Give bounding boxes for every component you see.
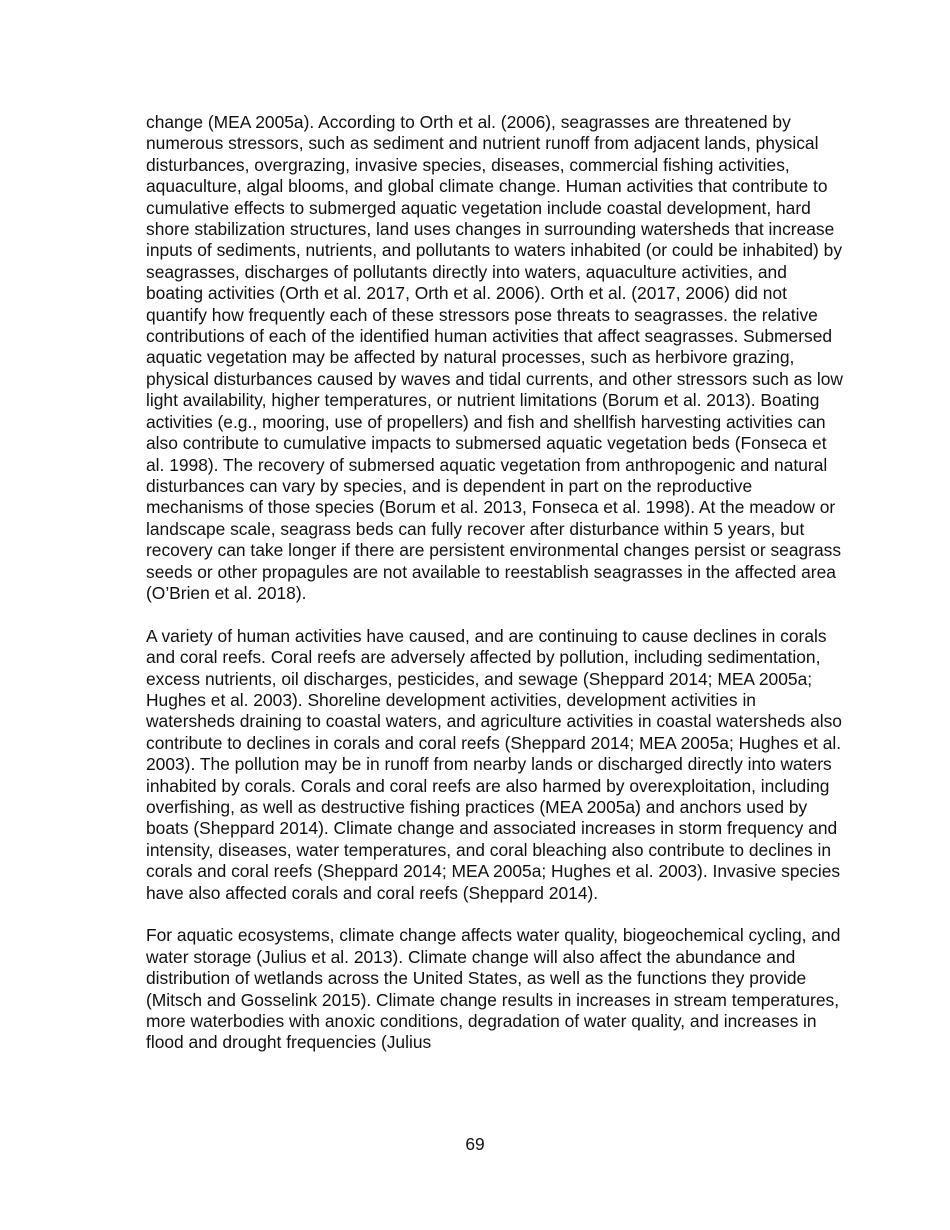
paragraph-climate-change: For aquatic ecosystems, climate change affects water quality, biogeochemical cycling, and water storage (Julius et al. 2013). Climate change will also affect the abundance and distribution of wetlands across the United States, as well as the functions they provide (Mitsch and Gosselink 2015). Climate change results in increases in stream temperatures, more waterbodies with anoxic conditions, degradation of water quality, and increases in flood and drought frequencies (Julius <box>146 925 841 1053</box>
body-text <box>146 112 844 1075</box>
paragraph-coral-reefs: A variety of human activities have caused, and are continuing to cause declines in corals and coral reefs. Coral reefs are adversely affected by pollution, including sedimentation, excess nutrients, oil discharges, pesticides, and sewage (Sheppard 2014; MEA 2005a; Hughes et al. 2003). Shoreline development activities, development activities in watersheds draining to coastal waters, and agriculture activities in coastal watersheds also contribute to declines in corals and coral reefs (Sheppard 2014; MEA 2005a; Hughes et al. 2003). The pollution may be in runoff from nearby lands or discharged directly into waters inhabited by corals. Corals and coral reefs are also harmed by overexploitation, including overfishing, as well as destructive fishing practices (MEA 2005a) and anchors used by boats (Sheppard 2014). Climate change and associated increases in storm frequency and intensity, diseases, water temperatures, and coral bleaching also contribute to declines in corals and coral reefs (Sheppard 2014; MEA 2005a; Hughes et al. 2003). Invasive species have also affected corals and coral reefs (Sheppard 2014). <box>146 625 842 903</box>
paragraph-seagrasses: change (MEA 2005a). According to Orth et al. (2006), seagrasses are threatened by numerous stressors, such as sediment and nutrient runoff from adjacent lands, physical disturbances, overgrazing, invasive species, diseases, commercial fishing activities, aquaculture, algal blooms, and global climate change. Human activities that contribute to cumulative effects to submerged aquatic vegetation include coastal development, hard shore stabilization structures, land uses changes in surrounding watersheds that increase inputs of sediments, nutrients, and pollutants to waters inhabited (or could be inhabited) by seagrasses, discharges of pollutants directly into waters, aquaculture activities, and boating activities (Orth et al. 2017, Orth et al. 2006). Orth et al. (2017, 2006) did not quantify how frequently each of these stressors pose threats to seagrasses. the relative contributions of each of the identified human activities that affect seagrasses. Submersed aquatic vegetation may be affected by natural processes, such as herbivore grazing, physical disturbances caused by waves and tidal currents, and other stressors such as low light availability, higher temperatures, or nutrient limitations (Borum et al. 2013). Boating activities (e.g., mooring, use of propellers) and fish and shellfish harvesting activities can also contribute to cumulative impacts to submersed aquatic vegetation beds (Fonseca et al. 1998). The recovery of submersed aquatic vegetation from anthropogenic and natural disturbances can vary by species, and is dependent in part on the reproductive mechanisms of those species (Borum et al. 2013, Fonseca et al. 1998). At the meadow or landscape scale, seagrass beds can fully recover after disturbance within 5 years, but recovery can take longer if there are persistent environmental changes persist or seagrass seeds or other propagules are not available to reestablish seagrasses in the affected area (O’Brien et al. 2018). <box>146 112 843 603</box>
page-number: 69 <box>465 1134 485 1154</box>
